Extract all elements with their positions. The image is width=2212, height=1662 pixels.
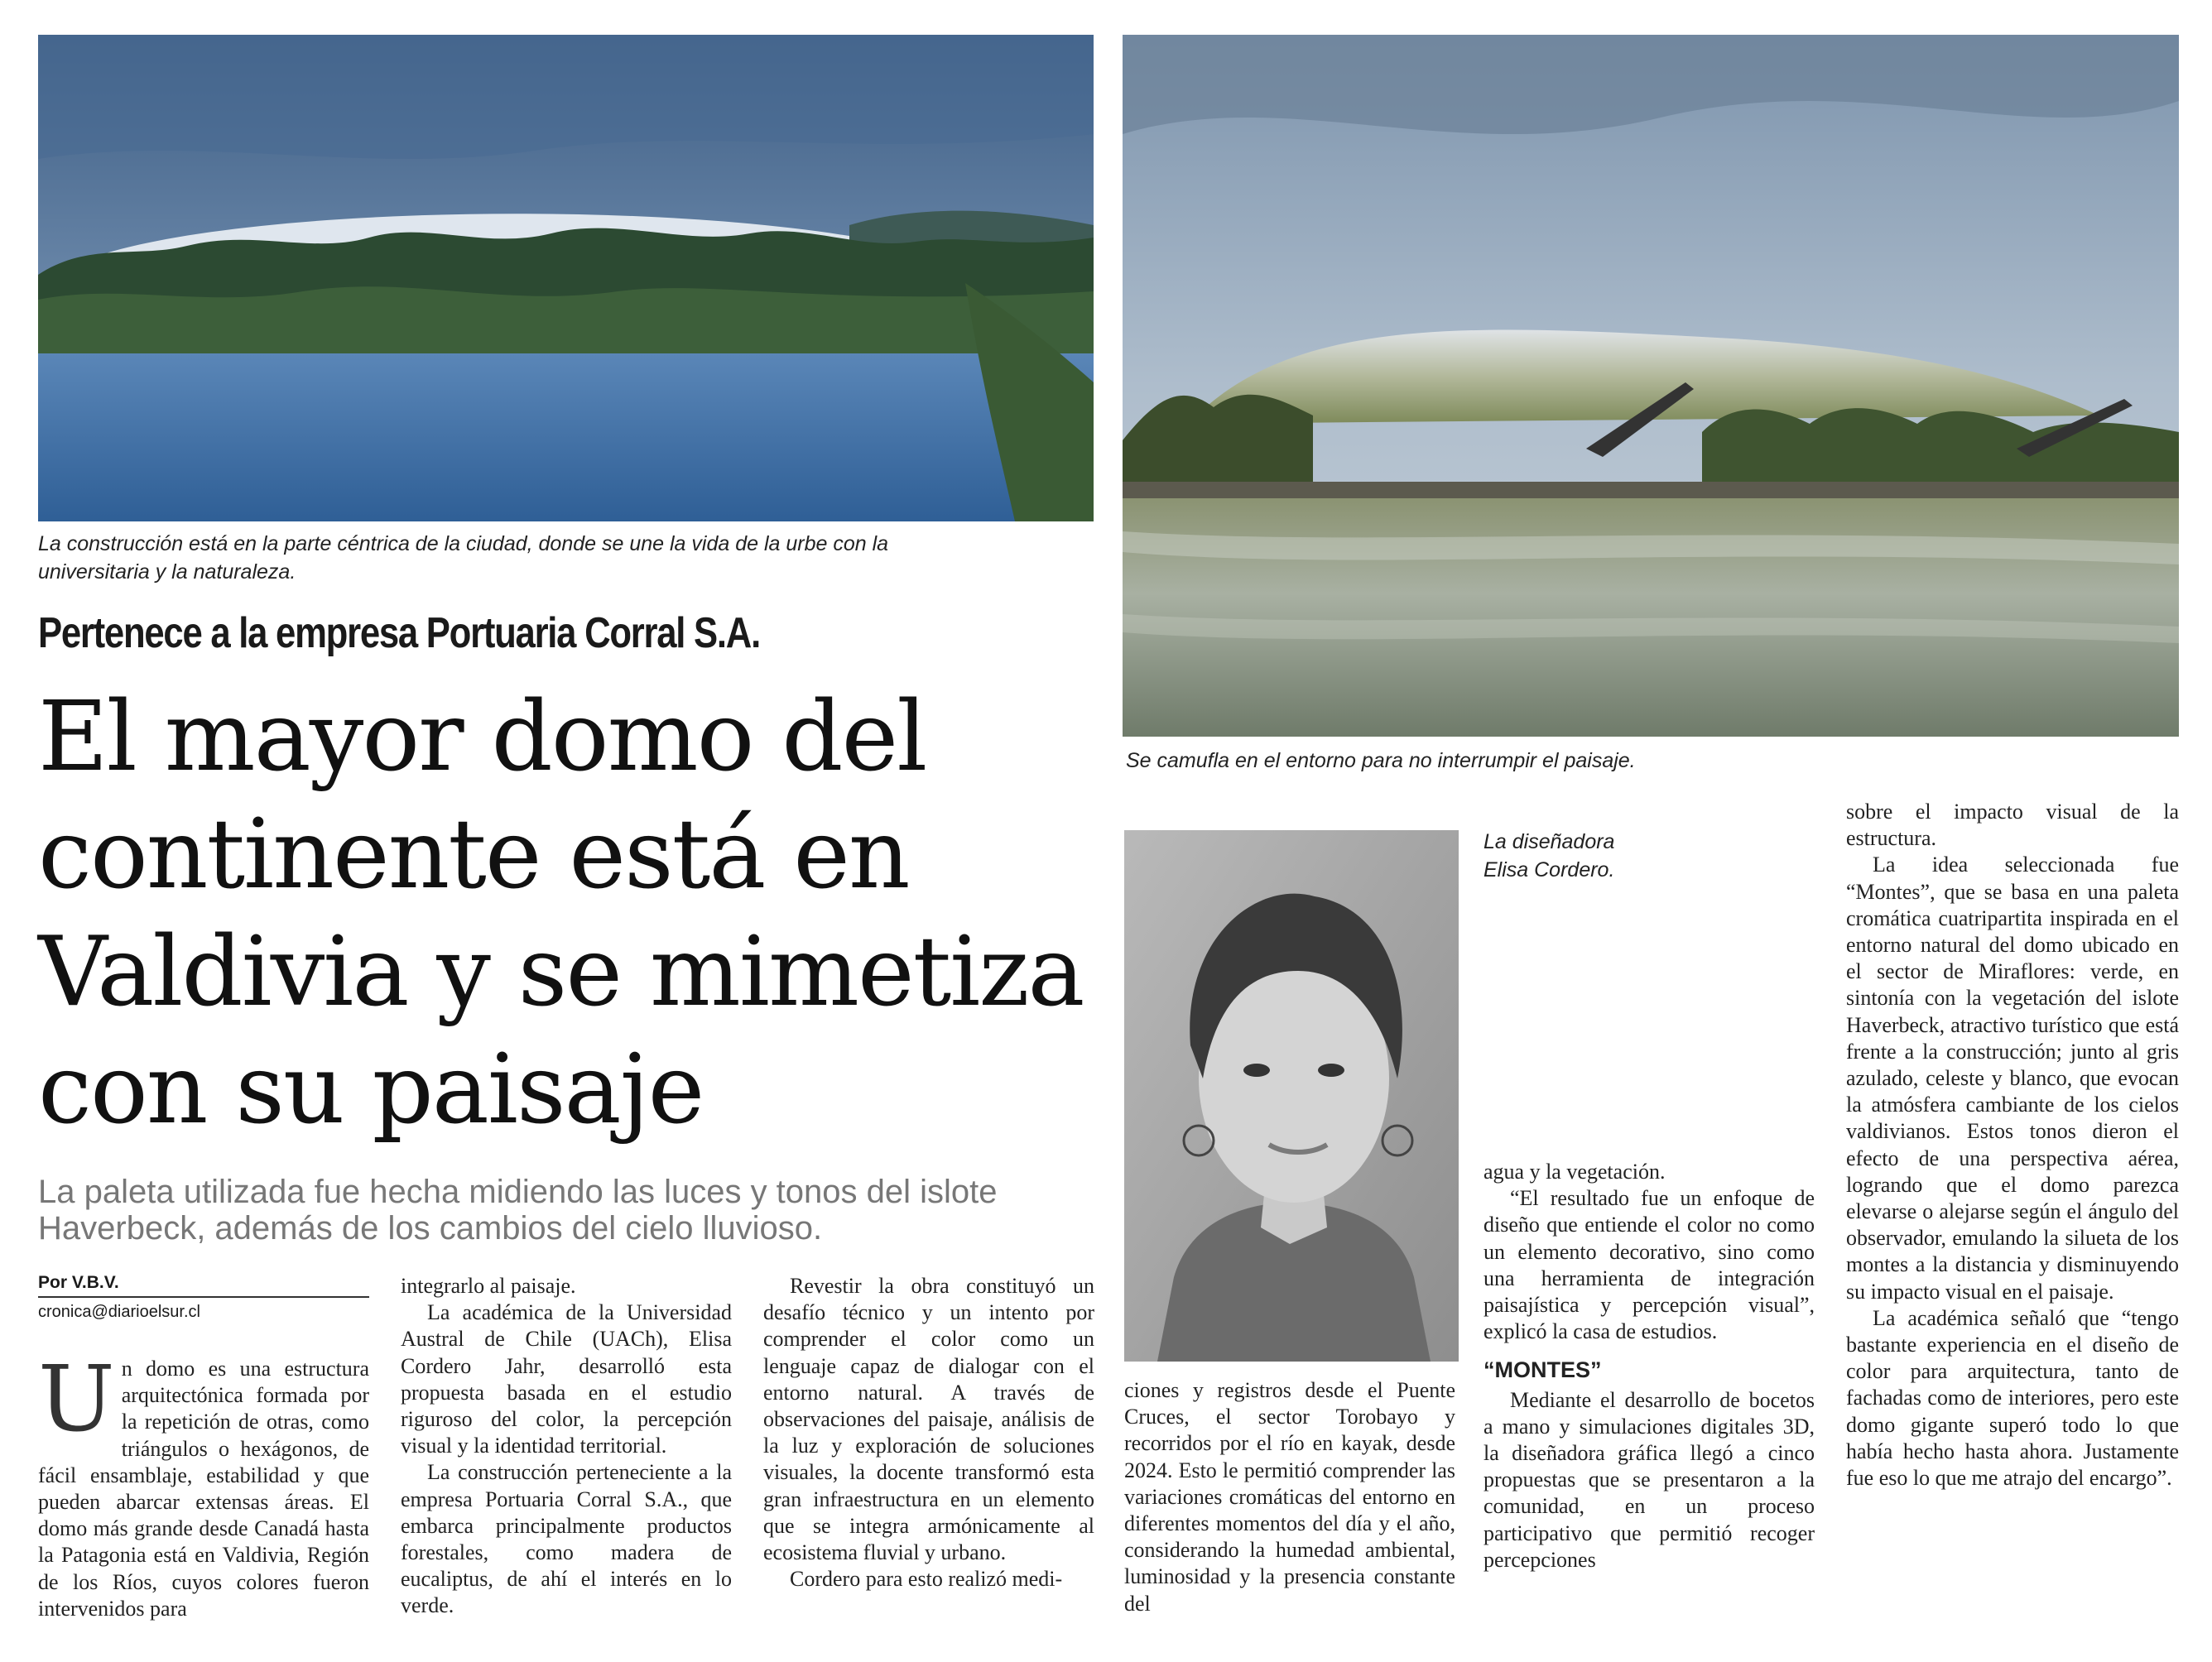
body-paragraph: La construcción perteneciente a la empresa Portuaria Corral S.A., que embarca principalmente productos forestales, como madera de eucaliptus, de ahí el interés en lo verde.: [401, 1460, 732, 1618]
dropcap: U: [38, 1346, 115, 1452]
deck: La paleta utilizada fue hecha midiendo las luces y tonos del islote Haverbeck, además de los cambios del cielo lluvioso.: [38, 1174, 998, 1246]
body-column-4: [1124, 1377, 1455, 1617]
caption-photo-lake: La construcción está en la parte céntrica de la ciudad, donde se une la vida de la urbe con la universitaria y la naturaleza.: [38, 532, 889, 584]
byline-name: Por V.B.V.: [38, 1273, 119, 1292]
caption-photo-portrait: [1483, 828, 1748, 884]
body-paragraph: La académica señaló que “tengo bastante experiencia en el diseño de color para arquitectura, tanto de fachadas como de interiores, pero este domo gigante superó todo lo que había hecho hasta ahora. Justamente fue eso lo que me atrajo del encargo”.: [1846, 1305, 2179, 1491]
body-column-2: [401, 1273, 732, 1620]
headline-line-1: El mayor domo del: [38, 681, 926, 793]
body-paragraph: sobre el impacto visual de la estructura.: [1846, 800, 2179, 851]
headline: [38, 679, 1106, 1149]
subhead-montes: “MONTES”: [1483, 1357, 1602, 1383]
body-paragraph: integrarlo al paisaje.: [401, 1274, 576, 1298]
body-paragraph: La académica de la Universidad Austral de Chile (UACh), Elisa Cordero Jahr, desarrolló esta propuesta basada en el estudio riguroso del color, la percepción visual y la identidad territorial.: [401, 1300, 732, 1458]
body-column-6: [1846, 799, 2179, 1491]
body-column-5: [1483, 1159, 1815, 1573]
photo-lake-dome: [38, 35, 1094, 521]
byline-email: cronica@diarioelsur.cl: [38, 1303, 200, 1321]
headline-line-2: continente está en: [38, 799, 909, 910]
body-column-3: [763, 1273, 1094, 1592]
body-paragraph: ciones y registros desde el Puente Cruces, el sector Torobayo y recorridos por el río en kayak, desde 2024. Esto le permitió comprender las variaciones cromáticas del entorno en diferentes momentos del día y el año, considerando la humedad ambiental, luminosidad y la presencia constante del: [1124, 1378, 1455, 1616]
body-paragraph: Cordero para esto realizó medi-: [790, 1567, 1063, 1592]
headline-line-4: con su paisaje: [38, 1034, 704, 1146]
body-paragraph: “El resultado fue un enfoque de diseño que entiende el color no como un elemento decorativo, sino como una herramienta de integración paisajística y percepción visual”, explicó la casa de estudios.: [1483, 1186, 1815, 1344]
caption-photo-dome: Se camufla en el entorno para no interrumpir el paisaje.: [1126, 749, 1636, 772]
caption-portrait-line1: La diseñadora: [1483, 830, 1615, 853]
headline-line-3: Valdivia y se mimetiza: [38, 916, 1084, 1028]
photo-dome-river: [1123, 35, 2179, 737]
photo-portrait: [1124, 830, 1459, 1362]
body-paragraph: Mediante el desarrollo de bocetos a mano y simulaciones digitales 3D, la diseñadora gráfica llegó a cinco propuestas que se presentaron a la comunidad, en un proceso participativo que permitió recoger percepciones: [1483, 1387, 1815, 1572]
kicker: Pertenece a la empresa Portuaria Corral S.A.: [38, 609, 760, 657]
caption-portrait-line2: Elisa Cordero.: [1483, 858, 1615, 881]
body-paragraph: Un domo es una estructura arquitectónica formada por la repetición de otras, como triángulos o hexágonos, de fácil ensamblaje, estabilidad y que pueden abarcar extensas áreas. El domo más grande desde Canadá hasta la Patagonia está en Valdivia, Región de los Ríos, cuyos colores fueron intervenidos para: [38, 1346, 369, 1621]
body-paragraph: Revestir la obra constituyó un desafío técnico y un intento por comprender el color como un lenguaje capaz de dialogar con el entorno natural. A través de observaciones del paisaje, análisis de la luz y exploración de soluciones visuales, la docente transformó esta gran infraestructura en un elemento que se integra armónicamente al ecosistema fluvial y urbano.: [763, 1274, 1094, 1565]
byline-rule: [38, 1296, 369, 1298]
body-paragraph: agua y la vegetación.: [1483, 1160, 1666, 1184]
body-column-1: [38, 1346, 369, 1622]
body-paragraph: La idea seleccionada fue “Montes”, que se basa en una paleta cromática cuatripartita inspirada en el entorno natural del domo ubicado en el sector de Miraflores: verde, en sintonía con la vegetación del islote Haverbeck, atractivo turístico que está frente a la construcción; junto al gris azulado, celeste y blanco, que evocan la atmósfera cambiante de los cielos valdivianos. Estos tonos dieron el efecto de una perspectiva aérea, logrando que el domo parezca elevarse o alejarse según el ángulo del observador, emulando la silueta de los montes a la distancia y disminuyendo su impacto visual en el paisaje.: [1846, 853, 2179, 1304]
